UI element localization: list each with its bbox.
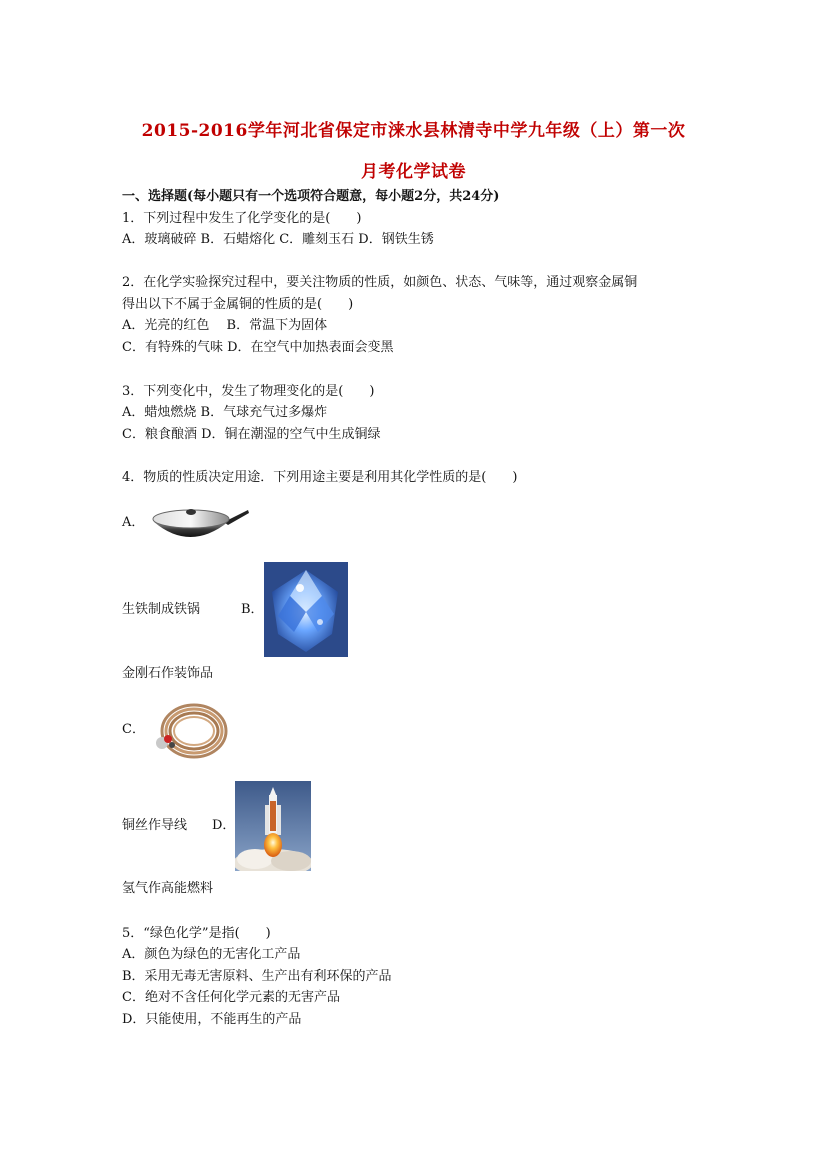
question-5-option-a: A．颜色为绿色的无害化工产品 [122, 947, 301, 962]
question-5-option-b: B．采用无毒无害原料、生产出有利环保的产品 [122, 969, 392, 984]
question-4-option-c-text: 铜丝作导线 [122, 818, 188, 833]
question-4-option-d-label: D． [212, 818, 236, 833]
question-2-stem-cont: 得出以下不属于金属铜的性质的是( ) [122, 297, 354, 312]
section-heading: 一、选择题(每小题只有一个选项符合题意，每小题2分，共24分) [122, 189, 500, 204]
paper-title-line2: 月考化学试卷 [361, 162, 466, 182]
question-4-option-a-text: 生铁制成铁锅 [122, 602, 201, 617]
paper-title-line1: 2015-2016学年河北省保定市涞水县林清寺中学九年级（上）第一次 [141, 121, 686, 141]
question-4-stem: 4．物质的性质决定用途．下列用途主要是利用其化学性质的是( ) [122, 470, 518, 485]
rocket-launch-image [235, 781, 311, 871]
question-5-stem: 5．“绿色化学”是指( ) [122, 926, 271, 941]
question-4-option-a-label: A． [122, 515, 145, 530]
diamond-image [264, 562, 348, 657]
question-4-option-b-label: B． [241, 602, 264, 617]
question-4-option-b-text: 金刚石作装饰品 [122, 666, 214, 681]
question-1-options: A．玻璃破碎 B．石蜡熔化 C．雕刻玉石 D．钢铁生锈 [122, 232, 434, 247]
wok-image [150, 500, 250, 550]
question-3-stem: 3．下列变化中，发生了物理变化的是( ) [122, 384, 375, 399]
copper-wire-image [150, 697, 232, 765]
question-2-options-ab: A．光亮的红色 B．常温下为固体 [122, 318, 328, 333]
question-2-options-cd: C．有特殊的气味 D．在空气中加热表面会变黑 [122, 340, 394, 355]
question-4-option-d-text: 氢气作高能燃料 [122, 881, 214, 896]
question-5-option-d: D．只能使用，不能再生的产品 [122, 1012, 302, 1027]
question-3-options-cd: C．粮食酿酒 D．铜在潮湿的空气中生成铜绿 [122, 427, 381, 442]
question-1-stem: 1．下列过程中发生了化学变化的是( ) [122, 211, 362, 226]
question-3-options-ab: A．蜡烛燃烧 B．气球充气过多爆炸 [122, 405, 328, 420]
question-4-option-c-label: C． [122, 722, 145, 737]
question-5-option-c: C．绝对不含任何化学元素的无害产品 [122, 990, 340, 1005]
question-2-stem: 2．在化学实验探究过程中，要关注物质的性质，如颜色、状态、气味等，通过观察金属铜 [122, 275, 638, 290]
